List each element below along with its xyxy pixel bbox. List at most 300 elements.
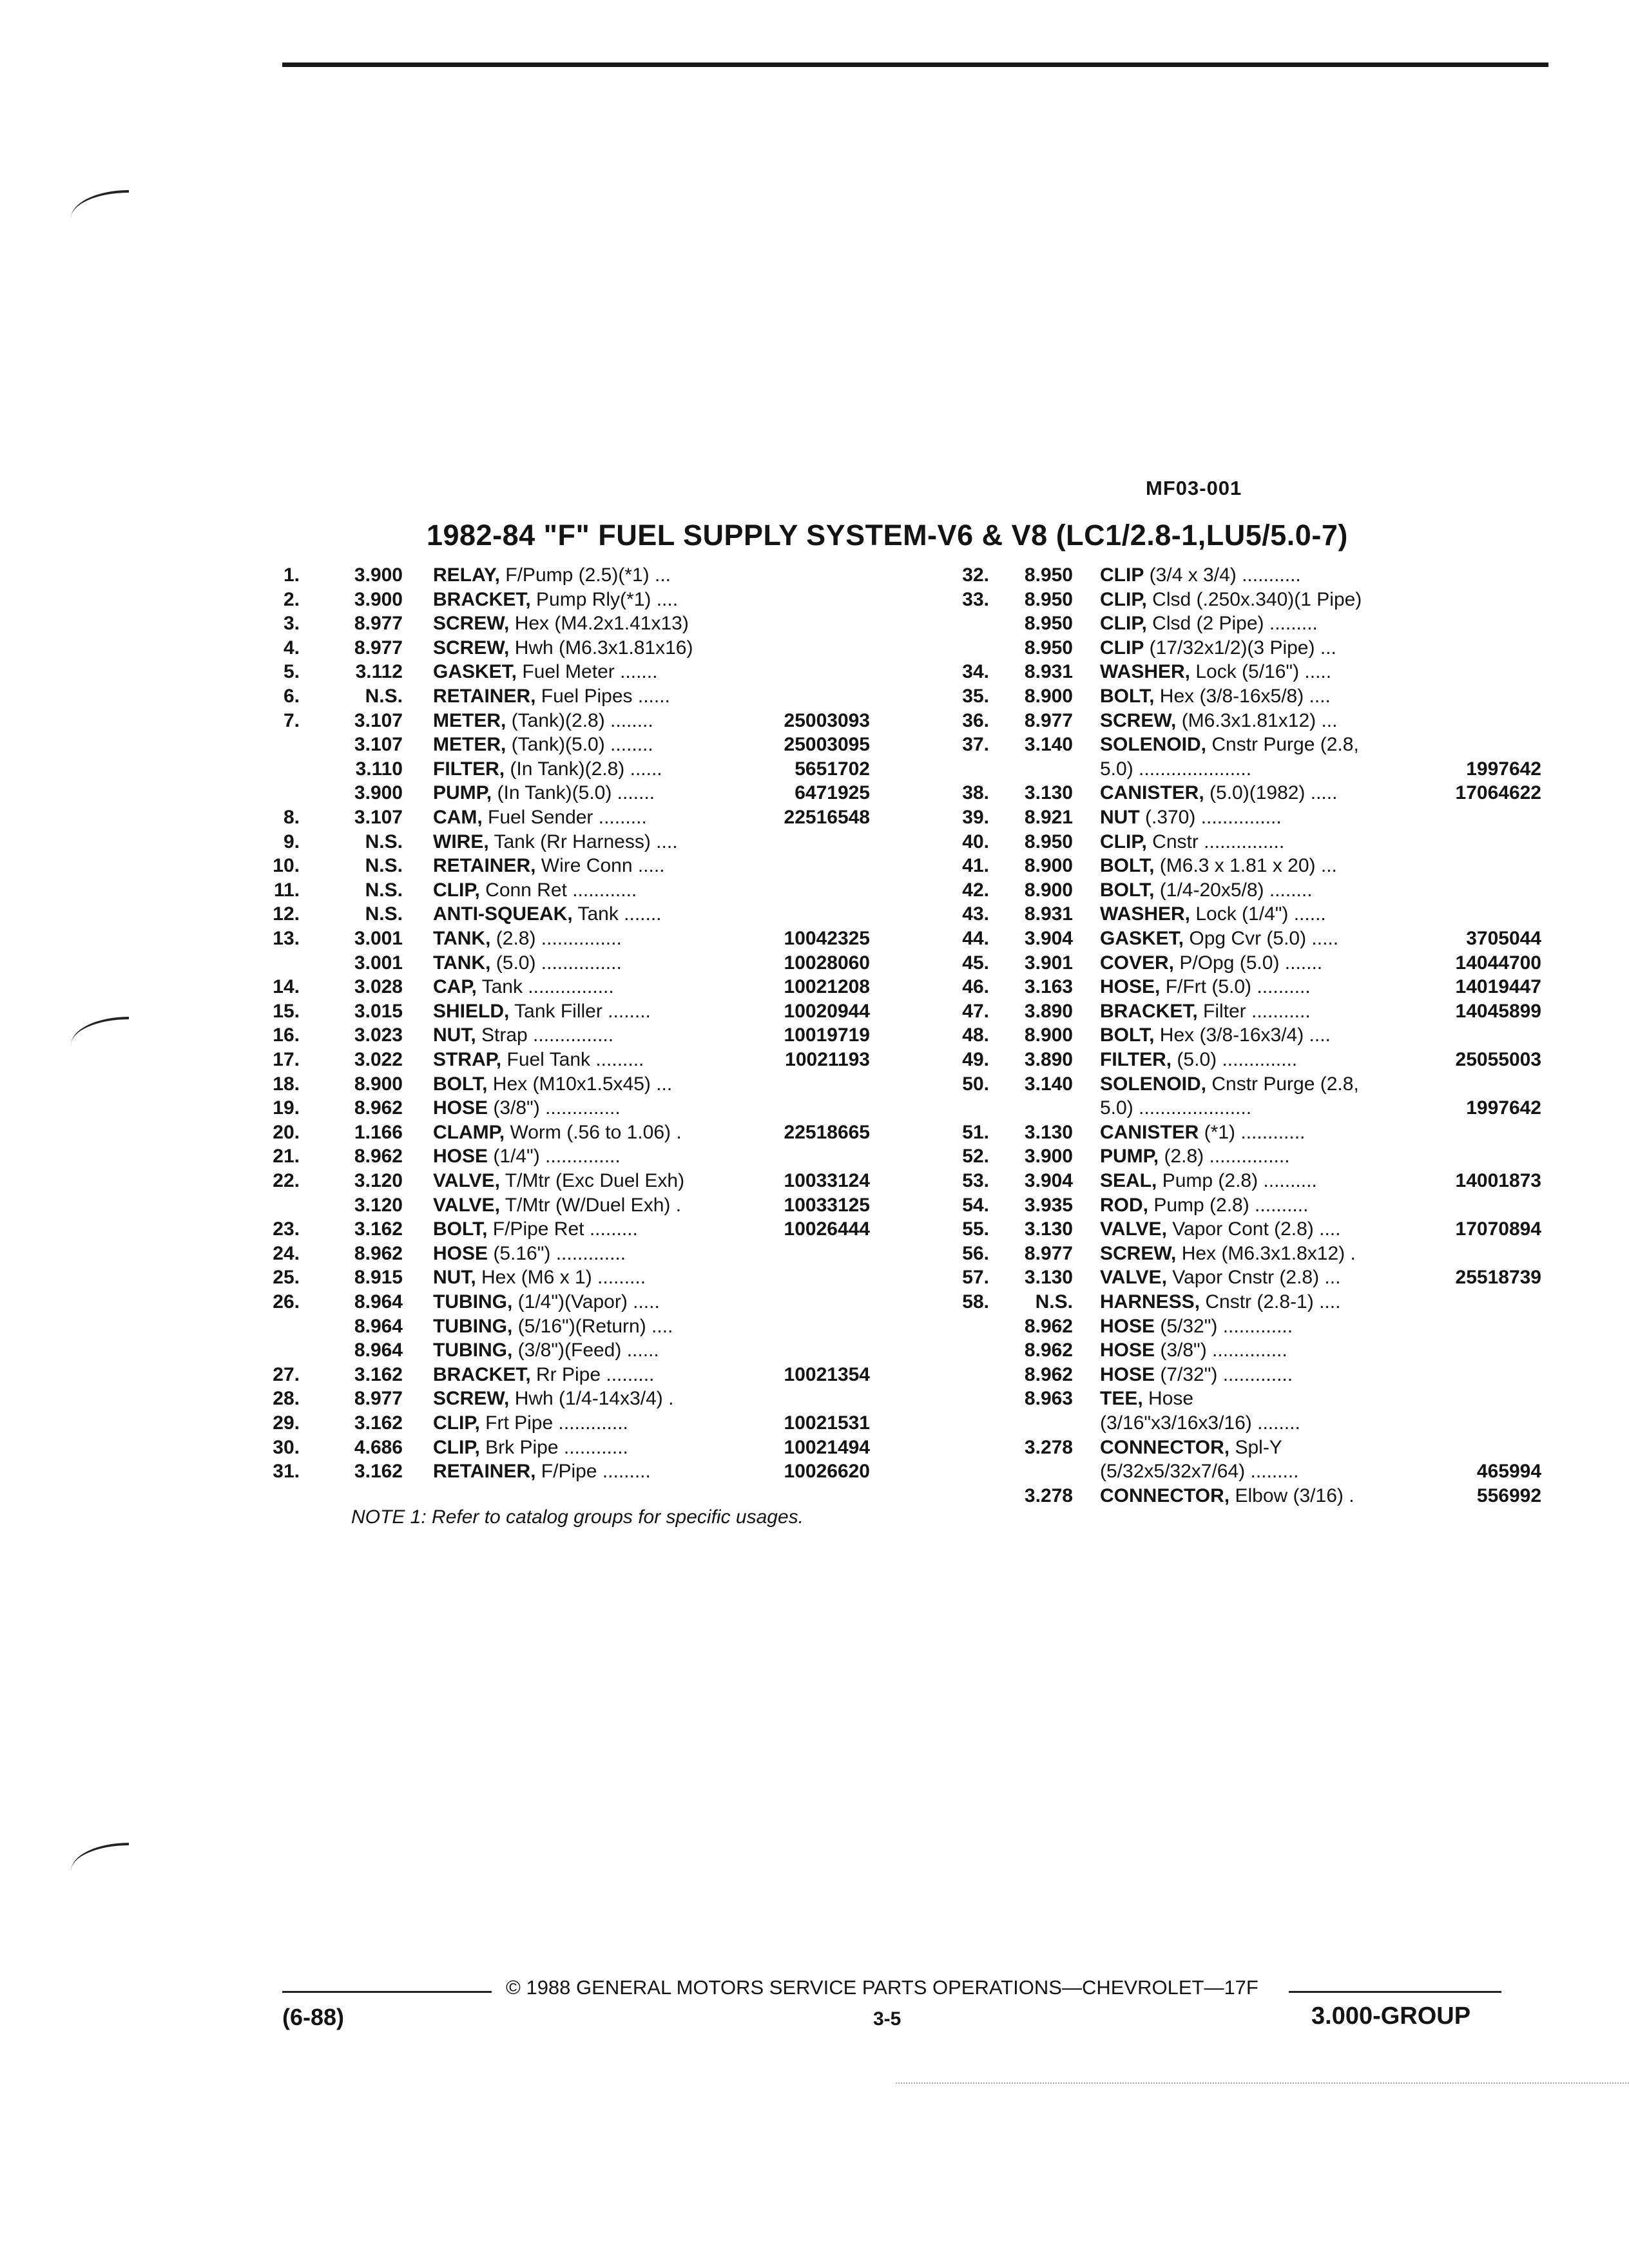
part-name: BRACKET, — [433, 1363, 531, 1385]
part-number: 10033124 — [784, 1170, 870, 1191]
part-description — [1100, 999, 1448, 1023]
part-detail: (3/8") .............. — [1155, 1340, 1287, 1361]
part-description — [1100, 1290, 1448, 1314]
part-detail: Rr Pipe ......... — [530, 1363, 655, 1385]
part-name: RETAINER, — [433, 855, 536, 877]
part-number: 10028060 — [784, 952, 870, 974]
group-number: 3.163 — [1024, 976, 1073, 998]
group-number: 3.162 — [354, 1363, 403, 1385]
part-detail: (3/16"x3/16x3/16) ........ — [1100, 1412, 1300, 1434]
part-description — [1100, 1338, 1448, 1362]
item-number: 32. — [962, 564, 989, 586]
part-name: NUT, — [433, 1267, 476, 1289]
part-description — [1100, 733, 1448, 756]
part-detail: Strap ............... — [476, 1024, 614, 1046]
group-number: 3.022 — [354, 1049, 403, 1070]
part-description — [1100, 1265, 1448, 1289]
group-number: 3.107 — [354, 709, 403, 731]
part-number: 1997642 — [1466, 1097, 1541, 1119]
part-name: CLIP, — [433, 879, 480, 901]
group-number: 8.950 — [1024, 831, 1073, 852]
group-number: 8.900 — [1024, 686, 1073, 707]
part-name: CONNECTOR, — [1100, 1485, 1230, 1506]
part-description — [433, 757, 763, 781]
footer-rule-left — [282, 1991, 492, 1993]
part-name: CLIP, — [433, 1412, 480, 1434]
item-number: 18. — [273, 1073, 300, 1095]
part-detail: Hwh (1/4-14x3/4) . — [509, 1388, 674, 1410]
group-number: 8.921 — [1024, 807, 1073, 828]
part-detail: Fuel Pipes ...... — [535, 686, 670, 707]
part-description — [1100, 563, 1448, 587]
item-number: 48. — [962, 1024, 989, 1046]
part-name: TUBING, — [433, 1315, 513, 1337]
part-number: 10021531 — [784, 1412, 870, 1434]
part-detail: (1/4-20x5/8) ........ — [1154, 879, 1313, 901]
part-detail: Spl-Y — [1229, 1436, 1282, 1458]
item-number: 56. — [962, 1242, 989, 1264]
group-number: 3.900 — [354, 588, 403, 610]
group-number: N.S. — [365, 831, 403, 852]
part-detail: Elbow (3/16) . — [1229, 1485, 1354, 1506]
group-number: N.S. — [1035, 1291, 1073, 1312]
group-number: 3.162 — [354, 1412, 403, 1434]
part-number: 10021208 — [784, 976, 870, 998]
part-description — [1100, 1436, 1448, 1459]
group-number: 3.023 — [354, 1024, 403, 1046]
group-number: 8.900 — [1024, 1024, 1073, 1046]
part-detail: Conn Ret ............ — [479, 879, 637, 901]
part-name: STRAP, — [433, 1049, 502, 1070]
part-name: HOSE — [1100, 1340, 1155, 1361]
part-description — [1100, 878, 1448, 902]
part-description — [433, 951, 763, 975]
part-name: WIRE, — [433, 831, 489, 852]
part-name: BOLT, — [433, 1073, 488, 1095]
part-number: 10033125 — [784, 1194, 870, 1216]
item-number: 38. — [962, 782, 989, 804]
part-name: TUBING, — [433, 1291, 513, 1312]
part-description — [1100, 660, 1448, 684]
item-number: 47. — [962, 1000, 989, 1022]
item-number: 15. — [273, 1000, 300, 1022]
footnote: NOTE 1: Refer to catalog groups for specific usages. — [351, 1506, 804, 1528]
item-number: 27. — [273, 1363, 300, 1385]
part-detail: F/Frt (5.0) .......... — [1160, 976, 1311, 998]
part-number: 10021354 — [784, 1363, 870, 1385]
part-number: 10020944 — [784, 1000, 870, 1022]
part-name: CLAMP, — [433, 1121, 505, 1143]
part-detail: Hex (M10x1.5x45) ... — [487, 1073, 673, 1095]
part-description — [1100, 1169, 1448, 1193]
group-number: N.S. — [365, 879, 403, 901]
item-number: 3. — [283, 613, 300, 635]
part-detail: Hwh (M6.3x1.81x16) — [509, 637, 693, 658]
item-number: 51. — [962, 1121, 989, 1143]
part-number: 22516548 — [784, 807, 870, 828]
part-name: BOLT, — [433, 1218, 488, 1240]
part-detail: Tank Filler ........ — [509, 1000, 651, 1022]
part-number: 10019719 — [784, 1024, 870, 1046]
item-number: 46. — [962, 976, 989, 998]
part-number: 17070894 — [1455, 1218, 1541, 1240]
part-name: SEAL, — [1100, 1170, 1157, 1191]
footer-copyright: © 1988 GENERAL MOTORS SERVICE PARTS OPERATIONS—CHEVROLET—17F — [506, 1976, 1258, 1999]
part-description — [433, 1193, 763, 1217]
item-number: 13. — [273, 928, 300, 949]
group-number: 3.890 — [1024, 1049, 1073, 1070]
part-number: 10021193 — [785, 1049, 870, 1070]
part-number: 1997642 — [1466, 758, 1541, 780]
footer-date: (6-88) — [282, 2004, 345, 2030]
part-description — [433, 1290, 763, 1314]
group-label: 3.000-GROUP — [1311, 2003, 1471, 2030]
item-number: 34. — [962, 661, 989, 683]
group-number: 3.120 — [354, 1170, 403, 1191]
item-number: 2. — [283, 588, 300, 610]
margin-mark — [71, 190, 129, 218]
part-description — [433, 660, 763, 684]
part-detail: (5.0) ............... — [490, 952, 622, 974]
part-detail: (7/32") ............. — [1155, 1363, 1293, 1385]
part-name: SCREW, — [433, 1388, 510, 1410]
scan-artifact-line — [896, 2082, 1629, 2084]
item-number: 58. — [962, 1291, 989, 1312]
part-detail: Hose — [1142, 1388, 1194, 1410]
footer-rule-right — [1289, 1991, 1501, 1993]
part-description — [433, 1436, 763, 1459]
part-detail: (5/16")(Return) .... — [512, 1315, 673, 1337]
part-number: 25055003 — [1455, 1049, 1541, 1070]
part-description — [433, 1144, 763, 1168]
part-name: HOSE, — [1100, 976, 1161, 998]
part-name: TANK, — [433, 952, 491, 974]
part-detail: Vapor Cnstr (2.8) ... — [1166, 1267, 1341, 1289]
part-description — [433, 684, 763, 708]
group-number: 8.964 — [354, 1340, 403, 1361]
item-number: 5. — [283, 661, 300, 683]
part-name: PUMP, — [1100, 1146, 1159, 1168]
item-number: 54. — [962, 1194, 989, 1216]
part-detail: Tank ....... — [572, 903, 662, 925]
item-number: 11. — [273, 879, 300, 901]
item-number: 53. — [962, 1170, 989, 1191]
part-detail: (5.0) .............. — [1171, 1049, 1298, 1070]
item-number: 25. — [273, 1267, 300, 1289]
item-number: 19. — [273, 1097, 300, 1119]
part-description — [433, 709, 763, 733]
part-description — [433, 1169, 763, 1193]
part-name: VALVE, — [433, 1194, 500, 1216]
part-description — [1100, 951, 1448, 975]
group-number: 8.962 — [354, 1146, 403, 1168]
group-number: 8.964 — [354, 1291, 403, 1312]
group-number: 3.120 — [354, 1194, 403, 1216]
part-detail: Cnstr Purge (2.8, — [1206, 1073, 1359, 1095]
part-detail: (Tank)(5.0) ........ — [506, 734, 653, 756]
group-number: 3.140 — [1024, 734, 1073, 756]
part-detail: F/Pump (2.5)(*1) ... — [499, 564, 671, 586]
top-rule — [282, 62, 1548, 67]
part-description — [433, 878, 763, 902]
part-number: 25003093 — [784, 709, 870, 731]
group-number: 3.140 — [1024, 1073, 1073, 1095]
part-name: BOLT, — [1100, 855, 1155, 877]
group-number: 3.107 — [354, 807, 403, 828]
item-number: 24. — [273, 1242, 300, 1264]
group-number: 3.028 — [354, 976, 403, 998]
part-name: CLIP, — [1100, 613, 1147, 635]
part-description — [1100, 1411, 1448, 1435]
group-number: 8.963 — [1024, 1388, 1073, 1410]
group-number: N.S. — [365, 855, 403, 877]
group-number: 3.900 — [354, 782, 403, 804]
group-number: 3.278 — [1024, 1436, 1073, 1458]
part-description — [433, 1387, 763, 1410]
part-description — [433, 1363, 763, 1387]
reference-code: MF03-001 — [1146, 477, 1242, 499]
part-description — [1100, 1459, 1448, 1483]
group-number: 8.977 — [1024, 709, 1073, 731]
group-number: 3.130 — [1024, 1121, 1073, 1143]
part-number: 14019447 — [1455, 976, 1541, 998]
group-number: 3.901 — [1024, 952, 1073, 974]
part-description — [433, 1314, 763, 1338]
part-description — [1100, 1387, 1448, 1410]
part-description — [433, 781, 763, 805]
part-name: SOLENOID, — [1100, 734, 1207, 756]
part-description — [433, 1338, 763, 1362]
item-number: 6. — [283, 686, 300, 707]
part-detail: Vapor Cont (2.8) .... — [1166, 1218, 1341, 1240]
part-detail: Tank (Rr Harness) .... — [488, 831, 678, 852]
part-description — [433, 902, 763, 926]
part-name: CLIP, — [433, 1436, 480, 1458]
margin-mark — [71, 1017, 129, 1045]
part-detail: Hex (3/8-16x3/4) .... — [1154, 1024, 1331, 1046]
part-description — [433, 805, 763, 829]
part-detail: (17/32x1/2)(3 Pipe) ... — [1144, 637, 1336, 658]
part-name: HOSE — [433, 1146, 488, 1168]
group-number: 3.107 — [354, 734, 403, 756]
part-description — [1100, 1484, 1448, 1508]
item-number: 33. — [962, 588, 989, 610]
part-description — [433, 1459, 763, 1483]
part-description — [1100, 588, 1448, 611]
part-description — [1100, 975, 1448, 999]
group-number: 8.950 — [1024, 613, 1073, 635]
item-number: 37. — [962, 734, 989, 756]
part-description — [433, 999, 763, 1023]
part-detail: Fuel Tank ......... — [501, 1049, 644, 1070]
part-detail: Clsd (2 Pipe) ......... — [1146, 613, 1318, 635]
group-number: 3.001 — [354, 952, 403, 974]
part-name: FILTER, — [433, 758, 505, 780]
part-description — [433, 854, 763, 878]
part-description — [433, 1023, 763, 1047]
part-name: HARNESS, — [1100, 1291, 1200, 1312]
part-number: 10026620 — [784, 1461, 870, 1483]
part-detail: (5.16") ............. — [488, 1242, 626, 1264]
part-description — [1100, 830, 1448, 854]
part-name: SCREW, — [1100, 1242, 1177, 1264]
item-number: 36. — [962, 709, 989, 731]
part-detail: (In Tank)(5.0) ....... — [492, 782, 655, 804]
group-number: 8.962 — [1024, 1315, 1073, 1337]
part-number: 3705044 — [1466, 928, 1541, 949]
item-number: 50. — [962, 1073, 989, 1095]
group-number: 8.964 — [354, 1315, 403, 1337]
item-number: 20. — [273, 1121, 300, 1143]
part-detail: Cnstr Purge (2.8, — [1206, 734, 1359, 756]
group-number: 3.162 — [354, 1461, 403, 1483]
part-detail: (5/32x5/32x7/64) ......... — [1100, 1461, 1299, 1483]
part-description — [1100, 1096, 1448, 1120]
margin-mark — [71, 1843, 129, 1871]
part-name: RETAINER, — [433, 1461, 536, 1483]
part-name: HOSE — [1100, 1315, 1155, 1337]
part-description — [433, 975, 763, 999]
part-name: WASHER, — [1100, 903, 1191, 925]
part-number: 14045899 — [1455, 1000, 1541, 1022]
part-detail: Tank ................ — [476, 976, 614, 998]
part-detail: (1/4") .............. — [488, 1146, 621, 1168]
item-number: 41. — [962, 855, 989, 877]
part-name: WASHER, — [1100, 661, 1191, 683]
part-description — [433, 1411, 763, 1435]
part-detail: (M6.3x1.81x12) ... — [1176, 709, 1338, 731]
group-number: 3.904 — [1024, 928, 1073, 949]
part-detail: F/Pipe ......... — [535, 1461, 651, 1483]
group-number: 8.962 — [1024, 1340, 1073, 1361]
part-detail: (3/8") .............. — [488, 1097, 621, 1119]
part-number: 25518739 — [1455, 1267, 1541, 1289]
group-number: 8.900 — [1024, 879, 1073, 901]
group-number: 4.686 — [354, 1436, 403, 1458]
part-number: 465994 — [1476, 1461, 1541, 1483]
group-number: 8.931 — [1024, 661, 1073, 683]
part-description — [1100, 1314, 1448, 1338]
part-description — [1100, 611, 1448, 635]
group-number: 3.935 — [1024, 1194, 1073, 1216]
part-name: CLIP, — [1100, 588, 1147, 610]
part-name: NUT — [1100, 807, 1140, 828]
part-name: SHIELD, — [433, 1000, 510, 1022]
part-number: 25003095 — [784, 734, 870, 756]
part-description — [433, 830, 763, 854]
part-description — [433, 927, 763, 950]
part-detail: (.370) ............... — [1139, 807, 1282, 828]
group-number: 8.977 — [354, 637, 403, 658]
group-number: 3.162 — [354, 1218, 403, 1240]
part-detail: Filter ........... — [1197, 1000, 1311, 1022]
item-number: 30. — [273, 1436, 300, 1458]
item-number: 44. — [962, 928, 989, 949]
part-description — [1100, 854, 1448, 878]
part-description — [433, 1048, 763, 1072]
part-number: 17064622 — [1455, 782, 1541, 804]
part-detail: Pump Rly(*1) .... — [530, 588, 679, 610]
group-number: 3.130 — [1024, 1218, 1073, 1240]
part-name: GASKET, — [433, 661, 517, 683]
part-description — [433, 1096, 763, 1120]
part-description — [1100, 1217, 1448, 1241]
item-number: 4. — [283, 637, 300, 658]
group-number: 8.962 — [354, 1242, 403, 1264]
item-number: 29. — [273, 1412, 300, 1434]
item-number: 39. — [962, 807, 989, 828]
part-detail: P/Opg (5.0) ....... — [1174, 952, 1323, 974]
part-number: 10021494 — [784, 1436, 870, 1458]
group-number: 8.950 — [1024, 637, 1073, 658]
part-description — [433, 1242, 763, 1265]
part-name: CANISTER, — [1100, 782, 1204, 804]
part-description — [1100, 1023, 1448, 1047]
group-number: 8.950 — [1024, 588, 1073, 610]
item-number: 45. — [962, 952, 989, 974]
part-name: RELAY, — [433, 564, 500, 586]
part-name: BOLT, — [1100, 686, 1155, 707]
item-number: 21. — [273, 1146, 300, 1168]
part-description — [433, 563, 763, 587]
item-number: 28. — [273, 1388, 300, 1410]
part-detail: Cnstr ............... — [1146, 831, 1285, 852]
part-detail: (2.8) ............... — [490, 928, 622, 949]
part-name: SOLENOID, — [1100, 1073, 1207, 1095]
part-name: GASKET, — [1100, 928, 1184, 949]
part-name: RETAINER, — [433, 686, 536, 707]
part-detail: (Tank)(2.8) ........ — [506, 709, 653, 731]
part-detail: F/Pipe Ret ......... — [487, 1218, 638, 1240]
part-name: HOSE — [433, 1242, 488, 1264]
part-description — [433, 1072, 763, 1096]
part-name: CONNECTOR, — [1100, 1436, 1230, 1458]
part-description — [1100, 636, 1448, 660]
part-name: NUT, — [433, 1024, 476, 1046]
part-name: VALVE, — [433, 1170, 500, 1191]
part-description — [433, 1217, 763, 1241]
part-description — [1100, 1193, 1448, 1217]
part-name: HOSE — [433, 1097, 488, 1119]
part-description — [1100, 684, 1448, 708]
part-number: 14001873 — [1455, 1170, 1541, 1191]
part-detail: Hex (M4.2x1.41x13) — [509, 613, 689, 635]
group-number: 3.130 — [1024, 782, 1073, 804]
part-number: 6471925 — [795, 782, 870, 804]
part-detail: (3/4 x 3/4) ........... — [1144, 564, 1301, 586]
part-name: PUMP, — [433, 782, 492, 804]
part-description — [1100, 781, 1448, 805]
item-number: 43. — [962, 903, 989, 925]
part-detail: (1/4")(Vapor) ..... — [512, 1291, 660, 1312]
part-description — [433, 636, 763, 660]
part-name: CAM, — [433, 807, 483, 828]
group-number: 3.130 — [1024, 1267, 1073, 1289]
item-number: 16. — [273, 1024, 300, 1046]
group-number: 3.112 — [355, 661, 403, 683]
item-number: 12. — [273, 903, 300, 925]
part-description — [1100, 709, 1448, 733]
part-detail: Fuel Sender ......... — [482, 807, 647, 828]
part-number: 14044700 — [1455, 952, 1541, 974]
part-name: BOLT, — [1100, 879, 1155, 901]
part-detail: (*1) ............ — [1199, 1121, 1306, 1143]
page-title: 1982-84 "F" FUEL SUPPLY SYSTEM-V6 & V8 (LC1/2.8-1,LU5/5.0-7) — [427, 519, 1348, 552]
part-name: ROD, — [1100, 1194, 1148, 1216]
item-number: 26. — [273, 1291, 300, 1312]
part-name: SCREW, — [433, 613, 510, 635]
item-number: 42. — [962, 879, 989, 901]
